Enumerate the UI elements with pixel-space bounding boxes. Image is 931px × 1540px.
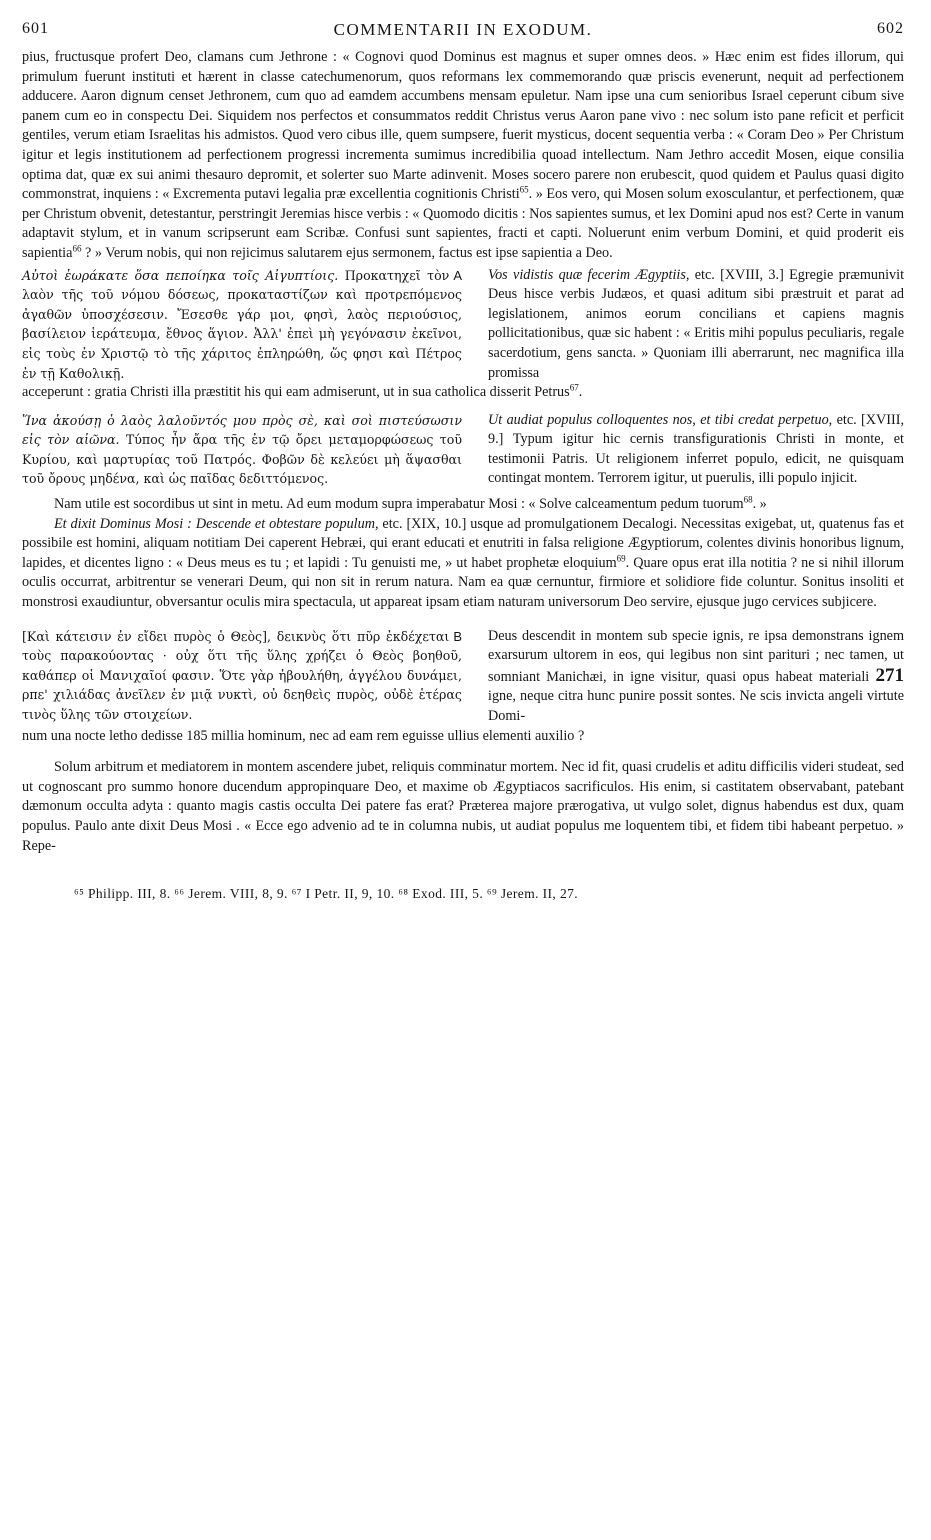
latin-column	[488, 411, 904, 489]
footnote-ref: 65	[519, 184, 529, 195]
greek-column	[22, 411, 462, 489]
paragraph-solum-arbitrum: Solum arbitrum et mediatorem in montem ascendere jubet, reliquis comminatur mortem. Nec id fit, quasi crudelis et aditu difficilis videri studeat, sed ut cognoscant pro summo honore ducendum appropinquare Deo, et maxime ob Ægyptiacos sacrificulos. His enim, si castitatem observabant, patebant dæmonum occulta adyta : quanto magis castis occulta Dei patere fas erat? Præterea majore prærogativa, ut vulgo solet, dignus habendus est dux, quam populus. Paulo ante dixit Deus Mosi . « Ecce ego advenio ad te in columna nubis, ut audiat populus me loquentem tibi, et fidem tibi habeant perpetuo. » Repe-	[22, 759, 904, 854]
footnote-ref: 67	[569, 382, 579, 393]
main-text	[22, 48, 904, 856]
greek-text: [Καὶ κάτεισιν ἐν εἴδει πυρὸς ὁ Θεὸς], δεικνὺς ὅτι πῦρ ἐκδέχεται τοὺς παρακούοντας · οὐχ ὅτι τῆς ὕλης χρήζει ὁ Θεὸς βοηθοῦ, καθάπερ οἱ Μανιχαῖοί φασιν. Ὅτε γὰρ ἠβουλήθη, ἀγγέλου δυνάμει, ρπε' χιλιάδας ἀνεῖλεν ἐν μιᾷ νυκτὶ, οὐ δεηθεὶς πυρὸς, οὐδὲ ἑτέρας τινὸς ὕλης τῶν στοιχείων.	[22, 628, 462, 722]
column-marker: B	[453, 628, 462, 644]
footnote-ref: 68	[743, 494, 753, 505]
column-marker: A	[453, 267, 462, 283]
latin-column	[488, 266, 904, 384]
footnote-ref: 69	[616, 553, 626, 564]
parallel-block-2	[22, 411, 904, 489]
latin-text: igne, neque citra hunc punire possit sontes. Ne scis invicta angeli virtute Domi-	[488, 688, 904, 724]
latin-lemma: Et dixit Dominus Mosi : Descende et obtestare populum,	[54, 515, 379, 532]
latin-lemma: Ut audiat populus colloquentes nos, et tibi credat perpetuo,	[488, 411, 833, 428]
greek-column	[22, 627, 462, 727]
latin-text: Deus descendit in montem sub specie ignis, re ipsa demonstrans ignem exarsurum ultorem in eos, qui legibus non sint parituri ; nec tamen, ut somniant Manichæi, in igne visitur, quasi opus habeat materiali	[488, 627, 904, 685]
parallel-block-3	[22, 627, 904, 727]
paragraph-continuation: acceperunt : gratia Christi illa præstitit his qui eam admiserunt, ut in sua catholica disserit Petrus$^{67}$.	[22, 382, 583, 401]
footnotes: ⁶⁵ Philipp. III, 8. ⁶⁶ Jerem. VIII, 8, 9. ⁶⁷ I Petr. II, 9, 10. ⁶⁸ Exod. III, 5. ⁶⁹ Jerem. II, 27.	[74, 886, 579, 902]
paragraph-nam-utile: Nam utile est socordibus ut sint in metu. Ad eum modum supra imperabatur Mosi : « Solve calceamentum pedum tuorum$^{68}$. »	[54, 494, 767, 513]
greek-lemma: Ἵνα ἀκούσῃ ὁ λαὸς λαλοῦντός μου πρὸς σὲ, καὶ σοὶ πιστεύσωσιν εἰς τὸν αἰῶνα.	[22, 412, 462, 448]
page-number: 271	[875, 664, 905, 686]
parallel-block-1	[22, 266, 904, 384]
paragraph-continuation: num una nocte letho dedisse 185 millia hominum, nec ad eam rem eguisse ullius elementi auxilio ?	[22, 727, 585, 744]
latin-column	[488, 627, 904, 727]
left-column-number: 601	[22, 20, 49, 37]
latin-text: Egregie præmunivit Deus hisce verbis Judæos, et quasi aditum sibi præstruit et parat ad legislationem, animos eorum concilians et capiens magnis pollicitationibus, quæ sic habent : « Eritis mihi populus peculiaris, regale sacerdotium, gens sancta. » Quoniam illi aberrarunt, nec magnifica illa promissa	[488, 266, 905, 381]
paragraph-opening: pius, fructusque profert Deo, clamans cum Jethrone : « Cognovi quod Dominus est magnus et super omnes deos. » Hæc enim est fides illorum, qui primulum fuerunt instituti et hærent in classe catechumenorum, quos reformans lex commemorando quæ priscis evenerunt, nequit ad perfectionem adducere. Aaron dignum censet Jethronem, cum quo ad eamdem accumbens mensam epuletur. Nam ipse una cum senioribus Israel ceperunt cibum sive panem cum eo in conspectu Dei. Siquidem nos perfectos et consummatos reddit Christus verus Aaron pane vivo : nec solum isto pane reficit et perficit gentiles, verum etiam Israelitas his admistos. Quod vero cibus ille, quem sumpsere, fuerit mysticus, docent sequentia verba : « Coram Deo » Per Christum igitur et legis institutionem ad perfectionem progressi incrementa sumimus incredibilia quoad intellectum. Nam Jethro accedit Mosen, eique consilia optima dat, quæ ex sui animi thesauro depromit, et solerter suo Marte adinvenit. Moses socero parere non erubescit, quod quidem et Paulus quasi digito commonstrat, inquiens : « Excrementa putavi legalia præ excellentia cognitionis Christi$^{65}$. » Eos vero, qui Mosen solum exosculantur, et perfectionem, quæ per Christum obvenit, detestantur, perstringit Jeremias hisce verbis : « Quomodo dicitis : Nos sapientes sumus, et lex Domini apud nos est? Certe in vanum adaptavit stylum, et in vanum scripserunt eam Scribæ. Confusi sunt sapientes, fracti et capti. Noluerunt enim verbum Domini, et quid proderit eis sapientia$^{66}$ ? » Verum nobis, qui non rejicimus salutarem ejus sermonem, factus est ipse sapientia a Deo.	[22, 49, 905, 261]
latin-text: Typum igitur hic cernis transfigurationis Christi in monte, et testimonii Patris. Ut religionem inferret populo, edicit, ne quisquam contingat montem. Terrorem igitur, ut puerulis, illi populo injicit.	[488, 431, 904, 487]
page	[22, 20, 904, 904]
greek-text: Τύπος ἦν ἄρα τῆς ἐν τῷ ὄρει μεταμορφώσεως τοῦ Κυρίου, καὶ μαρτυρίας τοῦ Πατρός. Φοβῶν δὲ κελεύει μὴ ἅψασθαι τοῦ ὄρους μηδένα, καὶ ὡς παῖδας δεδιττόμενος.	[22, 432, 462, 487]
paragraph-et-dixit: Et dixit Dominus Mosi : Descende et obtestare populum, etc. [XIX, 10.] usque ad promulgationem Decalogi. Necessitas exigebat, ut, quatenus fas et possibile est homini, aliquam notitiam Dei caperent Hebræi, qui erant educati et enutriti in falsa religione Ægyptiorum, colentes divinis honoribus lignum, lapides, et dicentes ligno : « Deus meus es tu ; et lapidi : Tu genuisti me, » ut habet prophetæ eloquium$^{69}$. Quare opus erat illa notitia ? ne si nihil illorum oculis occurrat, arbitrentur se venerari Deum, qui non sit in rerum natura. Nam ea quæ cernuntur, firmiore et solidiore fide coluntur. Sonitus insoliti et monstrosi exaudiuntur, obversantur oculis mira spectacula, ut appareat ipsam etiam naturam universorum Deo servire, ejusque jugo cervices subjicere.	[22, 515, 904, 611]
scripture-reference: etc. [XVIII, 9.]	[488, 411, 904, 448]
latin-lemma: Vos vidistis quæ fecerim Ægyptiis,	[488, 266, 690, 283]
greek-column	[22, 266, 462, 384]
footnote-ref: 66	[72, 243, 82, 254]
greek-text: Προκατηχεῖ τὸν λαὸν τῆς τοῦ νόμου δόσεως, προκαταστίζων καὶ προτρεπόμενος ἀγαθῶν ὑποσχέσεσιν. Ἔσεσθε γάρ μοι, φησὶ, λαὸς περιούσιος, βασίλειον ἱεράτευμα, ἔθνος ἅγιον. Ἀλλ' ἐπεὶ μὴ γεγόνασιν ἐκεῖνοι, εἰς τοὺς ἐν Χριστῷ τὸ τῆς χάριτος ἐπληρώθη, ὥς φησι καὶ Πέτρος ἐν τῇ Καθολικῇ.	[22, 267, 462, 381]
scripture-reference: etc. [XVIII, 3.]	[689, 266, 784, 283]
running-header	[22, 20, 904, 48]
right-column-number: 602	[877, 20, 904, 37]
greek-lemma: Αὐτοὶ ἑωράκατε ὅσα πεποίηκα τοῖς Αἰγυπτίοις.	[22, 267, 339, 283]
running-title: COMMENTARII IN EXODUM.	[333, 20, 593, 39]
